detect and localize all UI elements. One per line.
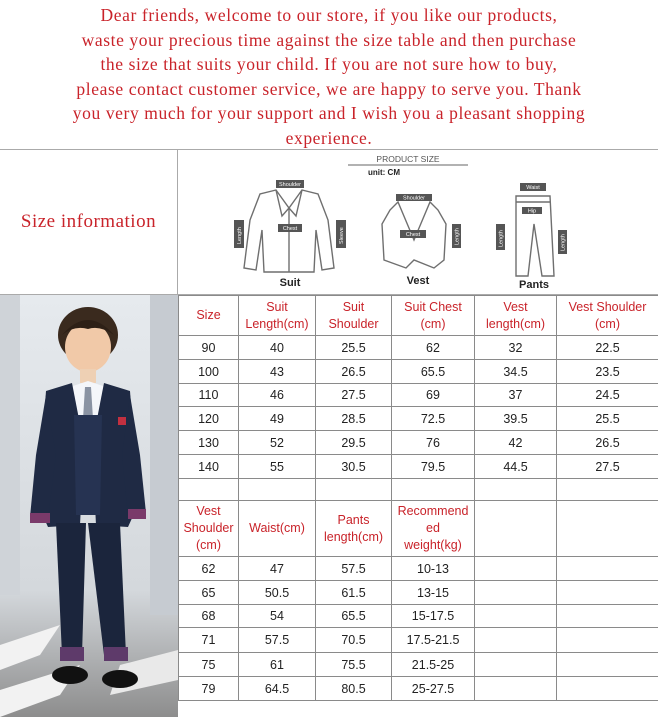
- table-cell: 75: [179, 653, 239, 677]
- notice-line: please contact customer service, we are happy to serve you. Thank: [76, 78, 582, 99]
- column-header-line: length(cm): [485, 316, 546, 331]
- product-size-diagram: [178, 150, 658, 295]
- table-cell: 62: [392, 336, 475, 360]
- column-header: [557, 501, 658, 557]
- vest-shoulder-tag-text: Shoulder: [402, 195, 426, 202]
- table-cell: 43: [239, 360, 316, 384]
- vest-length-tag-text: Length: [454, 228, 461, 245]
- table-cell: [179, 479, 239, 501]
- suit-sleeve-tag-text: Sleeve: [339, 227, 345, 244]
- table-cell: [475, 581, 557, 605]
- table-cell: 23.5: [557, 360, 658, 384]
- notice-line: the size that suits your child. If you are not sure how to buy,: [100, 54, 558, 75]
- size-information-label: [0, 150, 178, 295]
- column-header-line: (cm): [595, 316, 620, 331]
- table-cell: 22.5: [557, 336, 658, 360]
- column-header-line: Suit: [266, 299, 288, 314]
- table-cell: [239, 479, 316, 501]
- table-cell: [475, 605, 557, 628]
- column-header-line: ed: [426, 521, 440, 535]
- table-cell: 21.5-25: [392, 653, 475, 677]
- column-header: [316, 296, 392, 336]
- suit-caption: Suit: [279, 277, 301, 289]
- table-row: [179, 557, 658, 581]
- column-header-line: Suit: [342, 299, 365, 314]
- table-cell: 44.5: [475, 455, 557, 479]
- table-cell: 69: [392, 384, 475, 407]
- table-cell: 57.5: [239, 628, 316, 653]
- column-header-line: Pants: [337, 512, 370, 527]
- model-photo: [0, 295, 178, 717]
- table-row: [179, 455, 658, 479]
- table-cell: [557, 677, 658, 701]
- suit-shoulder-tag-text: Shoulder: [278, 182, 302, 188]
- table-cell: 64.5: [239, 677, 316, 701]
- table-cell: 27.5: [316, 384, 392, 407]
- table-cell: 27.5: [557, 455, 658, 479]
- store-notice: [0, 0, 658, 150]
- table-row: [179, 431, 658, 455]
- table-cell: 140: [179, 455, 239, 479]
- size-table-1: [178, 295, 658, 501]
- table-cell: 17.5-21.5: [392, 628, 475, 653]
- table-cell: 50.5: [239, 581, 316, 605]
- column-header: [392, 501, 475, 557]
- column-header: [239, 296, 316, 336]
- table-cell: 42: [475, 431, 557, 455]
- table-cell: 100: [179, 360, 239, 384]
- column-header: [392, 296, 475, 336]
- table-cell: [392, 479, 475, 501]
- table-cell: 46: [239, 384, 316, 407]
- table-cell: 24.5: [557, 384, 658, 407]
- table-cell: 25-27.5: [392, 677, 475, 701]
- size-information-text: Size information: [20, 211, 157, 232]
- table-row: [179, 360, 658, 384]
- table-cell: 65: [179, 581, 239, 605]
- table-cell: 49: [239, 407, 316, 431]
- table-cell: 61.5: [316, 581, 392, 605]
- column-header-line: Length(cm): [245, 316, 309, 331]
- column-header: [316, 501, 392, 557]
- table-cell: 62: [179, 557, 239, 581]
- column-header-line: (cm): [196, 538, 221, 552]
- table-row: [179, 653, 658, 677]
- table-cell: 10-13: [392, 557, 475, 581]
- table-cell: 26.5: [316, 360, 392, 384]
- column-header: [557, 296, 658, 336]
- diagram-unit: unit: CM: [368, 168, 400, 177]
- table-cell: 25.5: [316, 336, 392, 360]
- diagram-title: PRODUCT SIZE: [376, 154, 440, 164]
- table-cell: 54: [239, 605, 316, 628]
- table-row: [179, 605, 658, 628]
- column-header-line: Shoulder: [183, 521, 234, 535]
- notice-line: Dear friends, welcome to our store, if you like our products,: [100, 5, 558, 25]
- column-header-line: Vest: [196, 504, 221, 518]
- column-header-line: Size: [196, 308, 221, 322]
- table-cell: 65.5: [392, 360, 475, 384]
- table-row: [179, 384, 658, 407]
- notice-line: experience.: [285, 127, 373, 148]
- pants-length-tag-left-text: Length: [498, 230, 505, 247]
- table-cell: [475, 628, 557, 653]
- table-cell: 79: [179, 677, 239, 701]
- table-cell: 25.5: [557, 407, 658, 431]
- table-cell: [475, 653, 557, 677]
- table-cell: 32: [475, 336, 557, 360]
- vest-chest-tag-text: Chest: [405, 232, 421, 238]
- table-cell: 110: [179, 384, 239, 407]
- table-cell: [557, 557, 658, 581]
- table-row: [179, 581, 658, 605]
- size-table-2: [178, 500, 658, 701]
- column-header-line: Vest: [503, 299, 528, 314]
- table-cell: 39.5: [475, 407, 557, 431]
- table-cell: 79.5: [392, 455, 475, 479]
- table-cell: 47: [239, 557, 316, 581]
- column-header-line: Suit Chest: [404, 299, 462, 314]
- table-cell: 15-17.5: [392, 605, 475, 628]
- table-cell: 71: [179, 628, 239, 653]
- table-cell: 120: [179, 407, 239, 431]
- column-header-line: Vest Shoulder: [568, 299, 647, 314]
- table-cell: 75.5: [316, 653, 392, 677]
- column-header: [179, 501, 239, 557]
- table-cell: [557, 581, 658, 605]
- column-header-line: weight(kg): [404, 538, 462, 552]
- table-cell: 130: [179, 431, 239, 455]
- vest-caption: Vest: [406, 275, 430, 287]
- table-cell: 52: [239, 431, 316, 455]
- table-header-row: [179, 501, 658, 557]
- table-cell: 72.5: [392, 407, 475, 431]
- table-row: [179, 628, 658, 653]
- column-header: [179, 296, 239, 336]
- column-header-line: Recommend: [397, 504, 469, 518]
- pants-hip-tag-text: Hip: [527, 208, 537, 215]
- table-cell: 29.5: [316, 431, 392, 455]
- column-header: [239, 501, 316, 557]
- table-cell: [557, 605, 658, 628]
- table-row: [179, 677, 658, 701]
- table-cell: [557, 628, 658, 653]
- table-cell: 68: [179, 605, 239, 628]
- table-cell: [475, 557, 557, 581]
- table-cell: 13-15: [392, 581, 475, 605]
- notice-line: waste your precious time against the size table and then purchase: [81, 29, 577, 50]
- column-header-line: length(cm): [323, 529, 384, 544]
- table-cell: 34.5: [475, 360, 557, 384]
- suit-chest-tag-text: Chest: [282, 226, 298, 232]
- table-header-row: [179, 296, 658, 336]
- table-cell: 37: [475, 384, 557, 407]
- suit-length-tag-text: Length: [237, 227, 243, 244]
- table-cell: 90: [179, 336, 239, 360]
- table-cell: 61: [239, 653, 316, 677]
- table-cell: 26.5: [557, 431, 658, 455]
- table-cell: 30.5: [316, 455, 392, 479]
- table-cell: [475, 479, 557, 501]
- table-cell: 28.5: [316, 407, 392, 431]
- table-cell: [557, 479, 658, 501]
- table-cell: 57.5: [316, 557, 392, 581]
- table-cell: 70.5: [316, 628, 392, 653]
- table-row: [179, 336, 658, 360]
- table-row: [179, 479, 658, 501]
- column-header: [475, 296, 557, 336]
- table-cell: [475, 677, 557, 701]
- table-cell: 40: [239, 336, 316, 360]
- table-cell: [316, 479, 392, 501]
- column-header-line: (cm): [420, 316, 446, 331]
- column-header: [475, 501, 557, 557]
- pants-length-tag-right-text: Length: [560, 234, 567, 251]
- notice-line: you very much for your support and I wish you a pleasant shopping: [72, 103, 586, 124]
- garment-diagram-svg: [178, 150, 658, 295]
- table-cell: 80.5: [316, 677, 392, 701]
- column-header-line: Shoulder: [328, 316, 379, 331]
- table-cell: [557, 653, 658, 677]
- table-row: [179, 407, 658, 431]
- table-cell: 55: [239, 455, 316, 479]
- table-cell: 65.5: [316, 605, 392, 628]
- pants-caption: Pants: [519, 279, 549, 291]
- table-cell: 76: [392, 431, 475, 455]
- pants-waist-tag-text: Waist: [526, 185, 540, 191]
- boy-in-suit-illustration: [0, 295, 178, 717]
- column-header-line: Waist(cm): [249, 521, 305, 535]
